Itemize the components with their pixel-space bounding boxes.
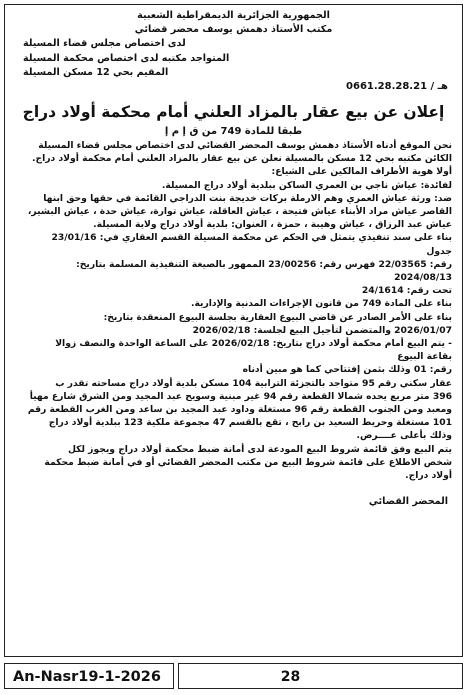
signature-label: المحضر القضائي [368,496,448,508]
page-number: 28 [178,663,463,689]
body-line: بناء على المادة 749 من قانون الإجراءات المدنية والإدارية. [190,298,452,310]
body-line: ومعبد ومن الجنوب القطعة رقم 96 مستغلة وداود عبد المجيد بن ساعد ومن الغرب القطعة رقم [27,404,452,416]
body-line: أولا هوية الأطراف المالكين على الشياع: [271,166,452,178]
body-line: جدول [426,245,452,257]
publication-tag: An-Nasr19-1-2026 [4,663,174,689]
body-line: وذلك بأعلى عــــرض. [356,430,452,442]
body-line: أولاد دراج. [405,470,452,482]
body-line: لفائدة: عياش ناجي بن العمري الساكن ببلدية أولاد دراج المسيلة. [161,179,452,191]
body-line: 101 مستغلة وحريط السعيد بن رابح ، تقع بالقسم 47 مجموعة ملكية 123 ببلدية أولاد دراج [48,417,452,429]
body-line: عياش عبد الرزاق ، عياش وهيبة ، حمزة ، العنوان: بلدية أولاد دراج ولاية المسيلة. [93,219,452,231]
body-line: ضد: ورثة عياش العمري وهم الارملة بركات خديجة بنت الدراجي القائمة في حقها وحق ابنها [43,192,452,204]
body-line: نحن الموقع أدناه الأستاذ دهمش يوسف المحضر القضائي لدى اختصاص مجلس قضاء المسيلة [38,140,452,152]
header-line-republic: الجمهورية الجزائرية الديمقراطية الشعبية [137,10,330,21]
header-line-jurisdiction: لدى اختصاص مجلس قضاء المسيلة [23,38,186,50]
body-line: عقار سكني رقم 95 متواجد بالتجزئة الترابية 104 مسكن بلدية أولاد دراج مساحته تقدر ب [55,377,452,389]
body-line: بناء على الأمر الصادر عن قاضي البيوع العقارية بجلسة البيوع المنعقدة بتاريخ: [103,311,452,323]
body-line: بناء على سند تنفيذي يتمثل في الحكم عن محكمة المسيلة القسم العقاري في: 23/01/16 [51,232,452,244]
header-line-address: المقيم بحي 12 مسكن المسيلة [23,66,169,78]
announcement-title: إعلان عن بيع عقار بالمزاد العلني أمام محكمة أولاد دراج [22,103,445,122]
body-line: 2026/01/07 والمتضمن لتأجيل البيع لجلسة: 2026/02/18 [192,324,452,336]
announcement-frame [4,4,463,657]
body-line: رقم: 22/03565 فهرس رقم: 23/00256 الممهور بالصيغة التنفيذية المسلمة بتاريخ: [76,258,452,270]
body-line: القاصر عياش مراد الأبناء عياش فتيحة ، عياش العاقلة، عياش توارة، عياش حدة ، عياش البشير، [27,206,452,218]
header-line-office: مكتب الأستاذ دهمش يوسف محضر قضائي [134,24,333,36]
header-line-office-location: المتواجد مكتبه لدى اختصاص محكمة المسيلة [23,52,230,64]
body-line: 396 متر مربع يحده شمالا القطعة رقم 94 غير مبنية وسويح عبد المجيد ومن الشرق شارع مهيأ [29,390,452,402]
page-footer [4,661,463,691]
body-line: تحت رقم: 24/1614 [361,285,452,297]
body-line: شخص الاطلاع على قائمة شروط البيع من مكتب المحضر القضائي أو في أمانة ضبط محكمة [44,456,452,468]
body-line: بقاعة البيوع [397,351,452,363]
header-phone: 0661.28.28.21 / هـ [346,81,448,93]
body-line: الكائن مكتبه بحي 12 مسكن بالمسيلة نعلن عن بيع عقار بالمزاد العلني أمام محكمة أولاد دراج. [31,153,452,165]
body-line: 2024/08/13 [394,272,452,284]
body-line: رقم: 01 وذلك بثمن إفتتاحي كما هو مبين أدناه [242,364,452,376]
announcement-content [5,5,462,507]
body-line: - يتم البيع أمام محكمة أولاد دراج بتاريخ: 2026/02/18 على الساعة الواحدة والنصف زوالا [55,338,452,350]
body-line: يتم البيع وفق قائمة شروط البيع المودعة لدى أمانة ضبط محكمة أولاد دراج ويجوز لكل [67,443,452,455]
announcement-subtitle: طبقا للمادة 749 من ق إ م إ [164,126,303,138]
